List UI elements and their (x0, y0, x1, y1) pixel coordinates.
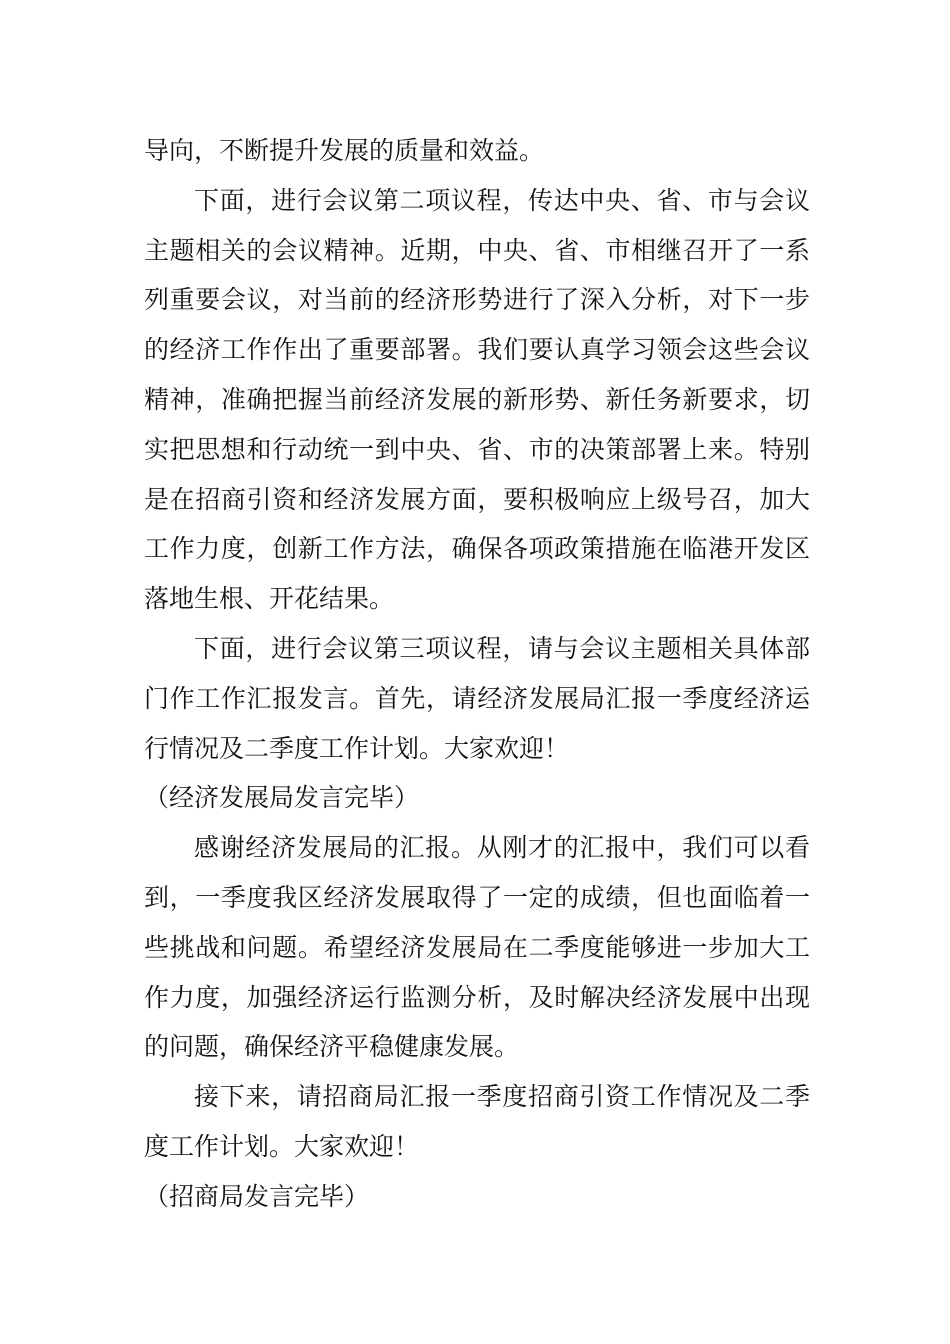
document-body (144, 126, 810, 1222)
stage-note-investment-bureau: （招商局发言完毕） (144, 1181, 370, 1211)
paragraph-thanks-economic-bureau: 感谢经济发展局的汇报。从刚才的汇报中，我们可以看到，一季度我区经济发展取得了一定的成绩，但也面临着一些挑战和问题。希望经济发展局在二季度能够进一步加大工作力度，加强经济运行监测分析，及时解决经济发展中出现的问题，确保经济平稳健康发展。 (144, 833, 810, 1062)
paragraph-continuation: 导向，不断提升发展的质量和效益。 (144, 136, 545, 165)
paragraph-investment-bureau: 接下来，请招商局汇报一季度招商引资工作情况及二季度工作计划。大家欢迎！ (144, 1082, 810, 1161)
stage-note-economic-bureau: （经济发展局发言完毕） (144, 783, 420, 813)
paragraph-third-agenda: 下面，进行会议第三项议程，请与会议主题相关具体部门作工作汇报发言。首先，请经济发展局汇报一季度经济运行情况及二季度工作计划。大家欢迎！ (144, 633, 810, 763)
paragraph-second-agenda: 下面，进行会议第二项议程，传达中央、省、市与会议主题相关的会议精神。近期，中央、省、市相继召开了一系列重要会议，对当前的经济形势进行了深入分析，对下一步的经济工作作出了重要部署。我们要认真学习领会这些会议精神，准确把握当前经济发展的新形势、新任务新要求，切实把思想和行动统一到中央、省、市的决策部署上来。特别是在招商引资和经济发展方面，要积极响应上级号召，加大工作力度，创新工作方法，确保各项政策措施在临港开发区落地生根、开花结果。 (144, 185, 810, 614)
